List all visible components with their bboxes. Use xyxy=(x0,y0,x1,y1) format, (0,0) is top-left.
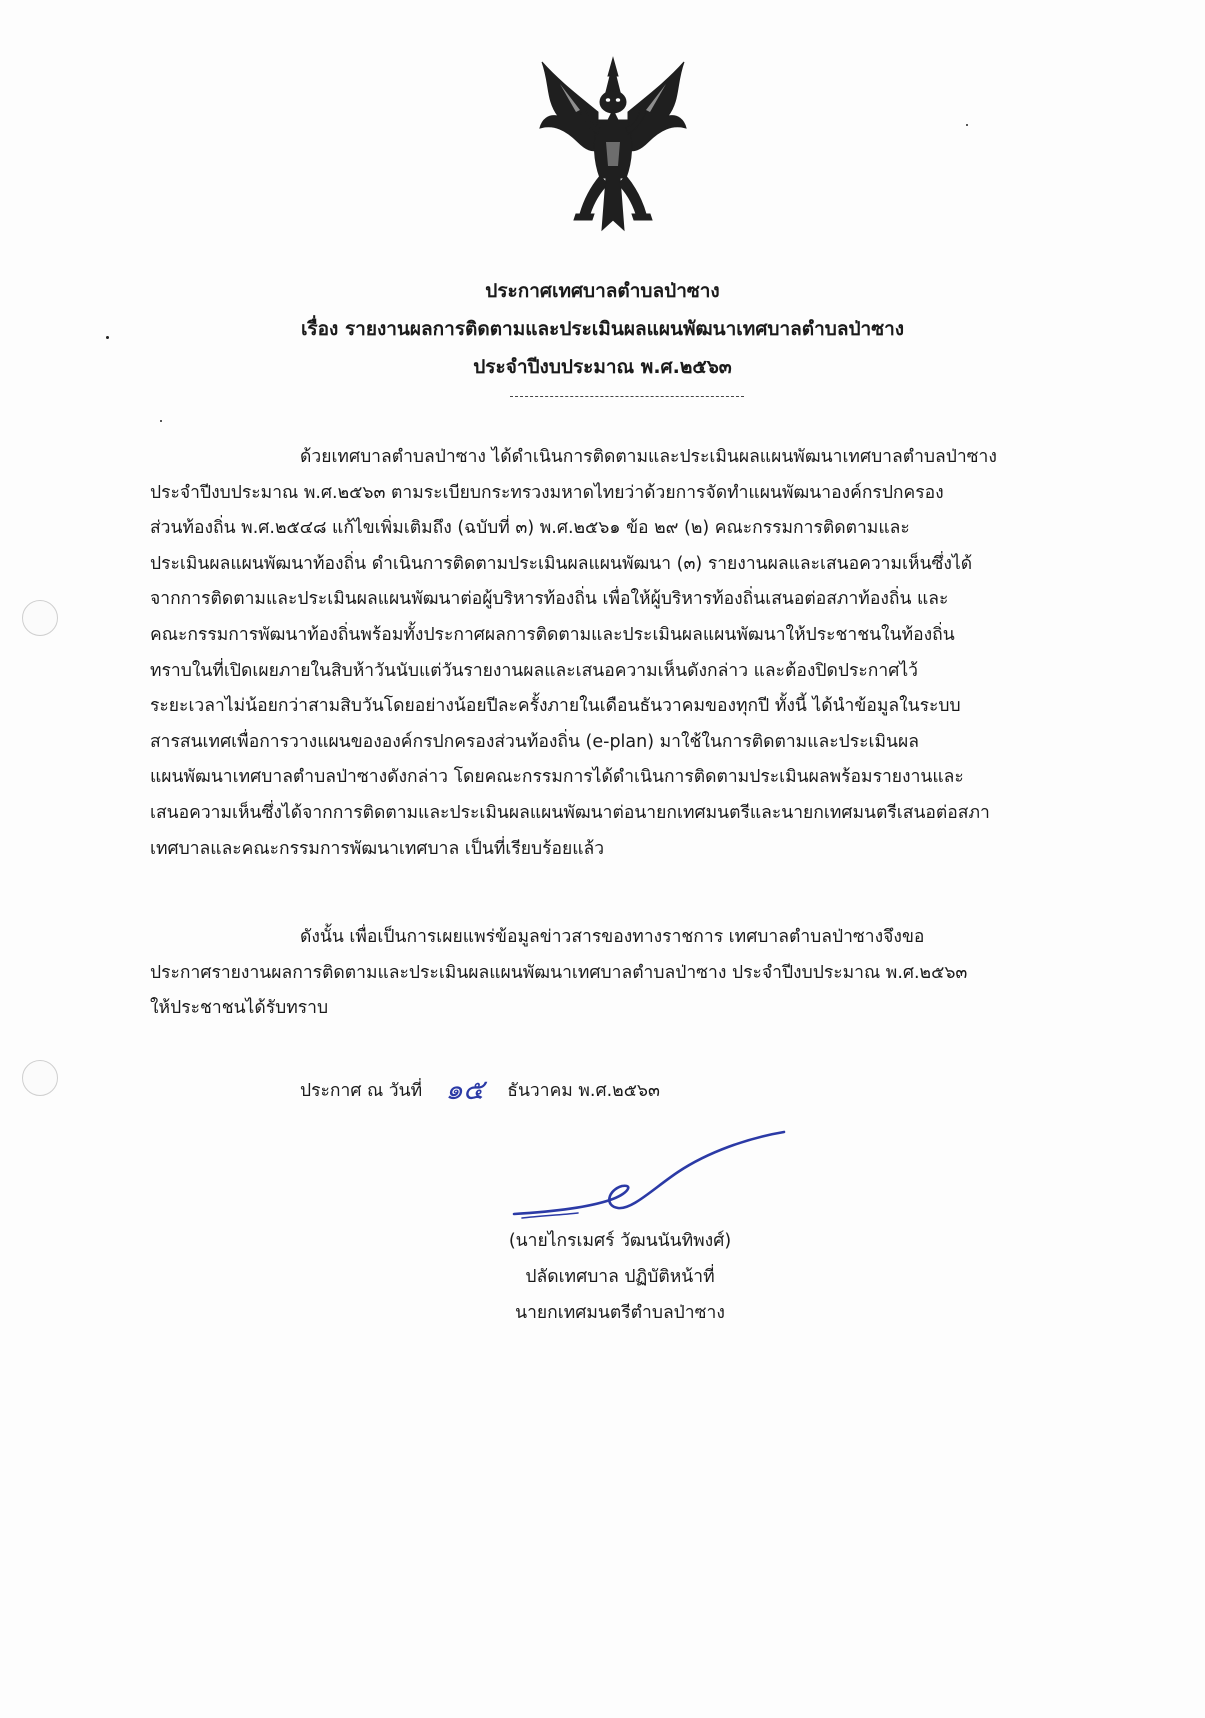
document-subject: เรื่อง รายงานผลการติดตามและประเมินผลแผนพัฒนาเทศบาลตำบลป่าซาง xyxy=(300,318,905,340)
paragraph-line: คณะกรรมการพัฒนาท้องถิ่นพร้อมทั้งประกาศผลการติดตามและประเมินผลแผนพัฒนาให้ประชาชนในท้องถิ่น xyxy=(150,624,955,645)
paragraph-line: ส่วนท้องถิ่น พ.ศ.๒๕๔๘ แก้ไขเพิ่มเติมถึง (ฉบับที่ ๓) พ.ศ.๒๕๖๑ ข้อ ๒๙ (๒) คณะกรรมการติดตามและ xyxy=(150,518,910,539)
paragraph-line: ประกาศรายงานผลการติดตามและประเมินผลแผนพัฒนาเทศบาลตำบลป่าซาง ประจำปีงบประมาณ พ.ศ.๒๕๖๓ xyxy=(150,962,968,983)
scan-speck xyxy=(966,124,968,126)
paragraph-line: สารสนเทศเพื่อการวางแผนขององค์กรปกครองส่วนท้องถิ่น (e-plan) มาใช้ในการติดตามและประเมินผล xyxy=(150,731,919,752)
signatory-block xyxy=(470,1223,770,1331)
handwritten-day: ๑๕ xyxy=(445,1073,485,1106)
punch-hole xyxy=(22,1060,58,1096)
handwritten-signature xyxy=(508,1130,788,1230)
heading-divider xyxy=(510,396,744,397)
paragraph-line: เทศบาลและคณะกรรมการพัฒนาเทศบาล เป็นที่เรียบร้อยแล้ว xyxy=(150,838,605,859)
paragraph-line: ประเมินผลแผนพัฒนาท้องถิ่น ดำเนินการติดตามประเมินผลแผนพัฒนา (๓) รายงานผลและเสนอความเห็นซึ่งได้ xyxy=(150,553,973,574)
paragraph-line: แผนพัฒนาเทศบาลตำบลป่าซางดังกล่าว โดยคณะกรรมการได้ดำเนินการติดตามประเมินผลพร้อมรายงานและ xyxy=(150,767,964,788)
paragraph-line: จากการติดตามและประเมินผลแผนพัฒนาต่อผู้บริหารท้องถิ่น เพื่อให้ผู้บริหารท้องถิ่นเสนอต่อสภาท้องถิ่น และ xyxy=(150,589,949,610)
paragraph-line: เสนอความเห็นซึ่งได้จากการติดตามและประเมินผลแผนพัฒนาต่อนายกเทศมนตรีและนายกเทศมนตรีเสนอต่อสภา xyxy=(150,802,990,823)
body-paragraph-1 xyxy=(150,440,1110,867)
punch-hole xyxy=(22,600,58,636)
paragraph-line: ดังนั้น เพื่อเป็นการเผยแพร่ข้อมูลข่าวสารของทางราชการ เทศบาลตำบลป่าซางจึงขอ xyxy=(300,927,925,947)
signatory-position-1: ปลัดเทศบาล ปฏิบัติหน้าที่ xyxy=(525,1267,715,1287)
body-paragraph-2 xyxy=(150,920,1110,1027)
document-fiscal-year: ประจำปีงบประมาณ พ.ศ.๒๕๖๓ xyxy=(473,356,732,378)
paragraph-line: ด้วยเทศบาลตำบลป่าซาง ได้ดำเนินการติดตามและประเมินผลแผนพัฒนาเทศบาลตำบลป่าซาง xyxy=(300,447,997,467)
document-title: ประกาศเทศบาลตำบลป่าซาง xyxy=(485,280,720,302)
announcement-suffix: ธันวาคม พ.ศ.๒๕๖๓ xyxy=(507,1081,661,1101)
paragraph-line: ให้ประชาชนได้รับทราบ xyxy=(150,998,329,1019)
paragraph-line: ประจำปีงบประมาณ พ.ศ.๒๕๖๓ ตามระเบียบกระทรวงมหาดไทยว่าด้วยการจัดทำแผนพัฒนาองค์กรปกครอง xyxy=(150,482,944,503)
announcement-prefix: ประกาศ ณ วันที่ xyxy=(300,1081,423,1101)
paragraph-line: ระยะเวลาไม่น้อยกว่าสามสิบวันโดยอย่างน้อยปีละครั้งภายในเดือนธันวาคมของทุกปี ทั้งนี้ ได้นำข้อมูลในระบบ xyxy=(150,696,961,717)
garuda-emblem-icon xyxy=(536,54,690,236)
scan-speck xyxy=(160,420,162,422)
scan-speck xyxy=(106,336,109,339)
signatory-position-2: นายกเทศมนตรีตำบลป่าซาง xyxy=(515,1303,725,1323)
paragraph-line: ทราบในที่เปิดเผยภายในสิบห้าวันนับแต่วันรายงานผลและเสนอความเห็นดังกล่าว และต้องปิดประกาศไว้ xyxy=(150,660,918,681)
announcement-date xyxy=(300,1072,660,1109)
signatory-name: (นายไกรเมศร์ วัฒนนันทิพงศ์) xyxy=(508,1231,732,1251)
